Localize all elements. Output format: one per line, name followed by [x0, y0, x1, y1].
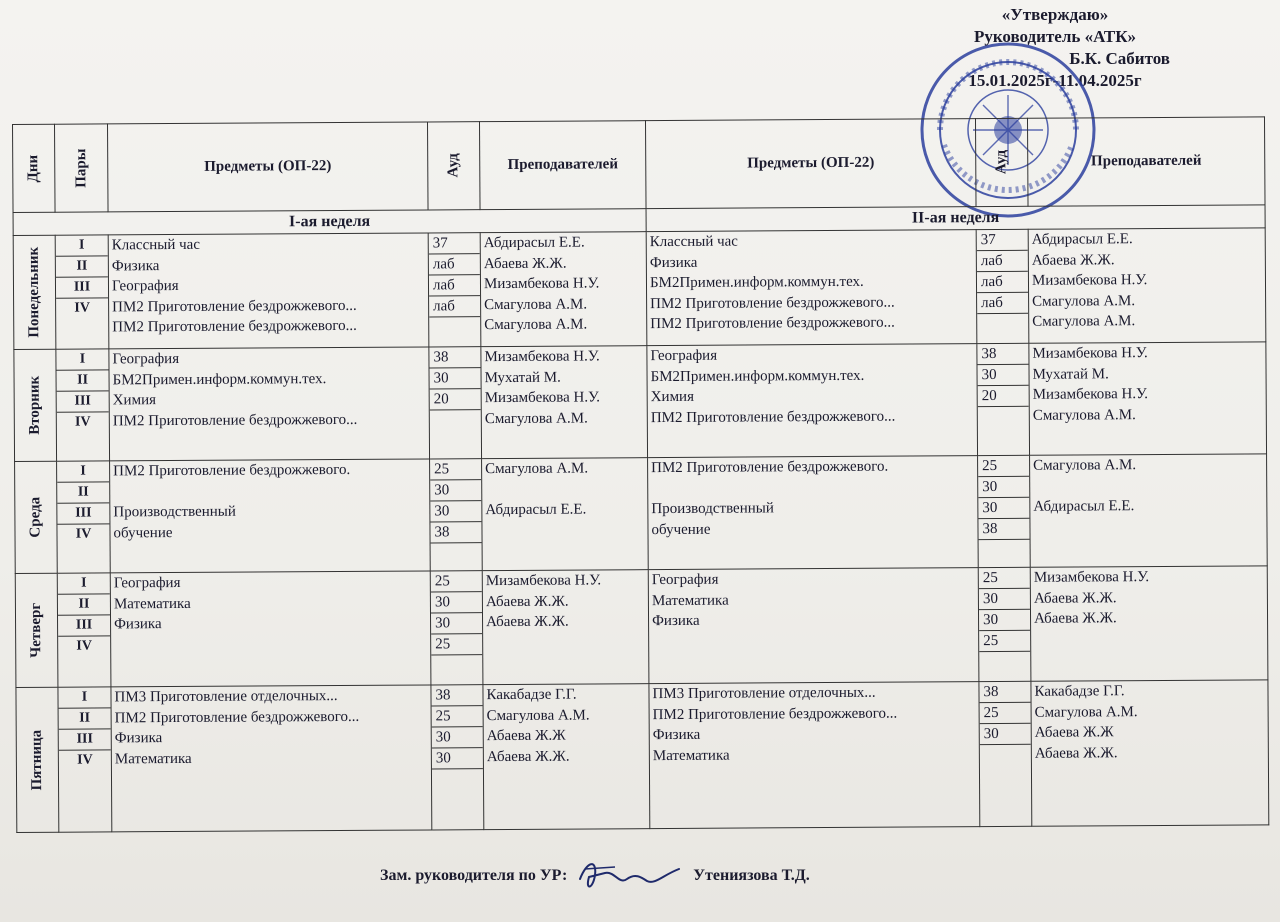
signature-name: Утениязова Т.Д.: [693, 867, 810, 884]
pair-numbers: I II III IV: [55, 235, 109, 349]
day-name: Понедельник: [13, 235, 56, 349]
pair-numbers: I II III IV: [57, 573, 111, 687]
subjects-week1: География Математика Физика: [110, 571, 431, 687]
header-teachers-week2: Преподавателей: [1027, 117, 1265, 206]
approval-period: 15.01.2025г-11.04.2025г: [968, 71, 1142, 90]
aud-week2: 37 лаб лаб лаб: [976, 229, 1029, 343]
teachers-week2: Смагулова А.М. Абдирасыл Е.Е.: [1030, 454, 1268, 567]
aud-week2: 38 25 30: [979, 681, 1032, 826]
week2-header: II-ая неделя: [646, 205, 1265, 232]
aud-week1: 38 30 20: [429, 347, 482, 459]
subjects-week2: География Математика Физика: [648, 568, 979, 684]
subjects-week1: География БМ2Примен.информ.коммун.тех. Химия ПМ2 Приготовление бездрожжевого...: [109, 347, 430, 461]
header-subjects-week1: Предметы (ОП-22): [108, 122, 429, 212]
approval-position: Руководитель «АТК»: [973, 27, 1137, 46]
approval-name: Б.К. Сабитов: [1069, 49, 1170, 68]
teachers-week2: Какабадзе Г.Г. Смагулова А.М. Абаева Ж.Ж Абаева Ж.Ж.: [1031, 680, 1269, 826]
teachers-week1: Смагулова А.М. Абдирасыл Е.Е.: [482, 458, 649, 571]
aud-week2: 25 30 30 25: [978, 567, 1031, 681]
pair-numbers: I II III IV: [58, 687, 112, 832]
schedule-table: [12, 116, 1269, 833]
aud-week1: 25 30 30 25: [430, 571, 483, 685]
subjects-week2: ПМ2 Приготовление бездрожжевого. Производственный обучение: [648, 456, 979, 570]
header-teachers-week1: Преподавателей: [479, 121, 646, 210]
day-row-thursday: [15, 566, 1268, 688]
pair-numbers: I II III IV: [56, 349, 110, 461]
header-pairs: Пары: [55, 124, 109, 212]
aud-week1: 38 25 30 30: [431, 685, 484, 830]
aud-week1: 37 лаб лаб лаб: [428, 233, 481, 347]
week1-header: I-ая неделя: [13, 209, 646, 236]
header-subjects-week2: Предметы (ОП-22): [645, 119, 976, 209]
teachers-week1: Какабадзе Г.Г. Смагулова А.М. Абаева Ж.Ж Абаева Ж.Ж.: [483, 684, 650, 830]
teachers-week1: Мизамбекова Н.У. Мухатай М. Мизамбекова Н.У. Смагулова А.М.: [481, 346, 648, 459]
day-row-wednesday: [15, 454, 1268, 574]
day-name: Среда: [15, 461, 58, 573]
signature-label: Зам. руководителя по УР:: [380, 867, 568, 884]
day-name: Пятница: [16, 687, 59, 832]
teachers-week2: Абдирасыл Е.Е. Абаева Ж.Ж. Мизамбекова Н.У. Смагулова А.М. Смагулова А.М.: [1028, 228, 1266, 343]
pair-numbers: I II III IV: [57, 461, 111, 573]
teachers-week1: Абдирасыл Е.Е. Абаева Ж.Ж. Мизамбекова Н.У. Смагулова А.М. Смагулова А.М.: [480, 232, 647, 347]
subjects-week2: ПМ3 Приготовление отделочных... ПМ2 Приготовление бездрожжевого... Физика Математика: [649, 682, 980, 829]
teachers-week2: Мизамбекова Н.У. Мухатай М. Мизамбекова Н.У. Смагулова А.М.: [1029, 342, 1267, 455]
teachers-week2: Мизамбекова Н.У. Абаева Ж.Ж. Абаева Ж.Ж.: [1030, 566, 1268, 681]
header-aud-week2: Ауд: [975, 118, 1028, 206]
subjects-week1: ПМ2 Приготовление бездрожжевого. Производственный обучение: [110, 459, 431, 573]
header-aud-week1: Ауд: [427, 122, 480, 210]
signature-line: [380, 855, 810, 897]
approval-title: «Утверждаю»: [1001, 5, 1109, 24]
handwritten-signature-icon: [575, 855, 685, 897]
day-name: Вторник: [14, 349, 57, 461]
day-name: Четверг: [15, 573, 58, 687]
day-row-friday: [16, 680, 1269, 833]
subjects-week1: Классный час Физика География ПМ2 Приготовление бездрожжевого... ПМ2 Приготовление бездрожжевого...: [108, 233, 429, 349]
day-row-monday: [13, 228, 1266, 350]
header-days: Дни: [13, 124, 56, 212]
subjects-week1: ПМ3 Приготовление отделочных... ПМ2 Приготовление бездрожжевого... Физика Математика: [111, 685, 432, 832]
aud-week1: 25 30 30 38: [430, 459, 483, 571]
aud-week2: 38 30 20: [977, 343, 1030, 455]
aud-week2: 25 30 30 38: [978, 455, 1031, 567]
subjects-week2: Классный час Физика БМ2Примен.информ.коммун.тех. ПМ2 Приготовление бездрожжевого... ПМ2 Приготовление бездрожжевого...: [646, 230, 977, 346]
teachers-week1: Мизамбекова Н.У. Абаева Ж.Ж. Абаева Ж.Ж.: [482, 570, 649, 685]
day-row-tuesday: [14, 342, 1267, 462]
subjects-week2: География БМ2Примен.информ.коммун.тех. Химия ПМ2 Приготовление бездрожжевого...: [647, 344, 978, 458]
